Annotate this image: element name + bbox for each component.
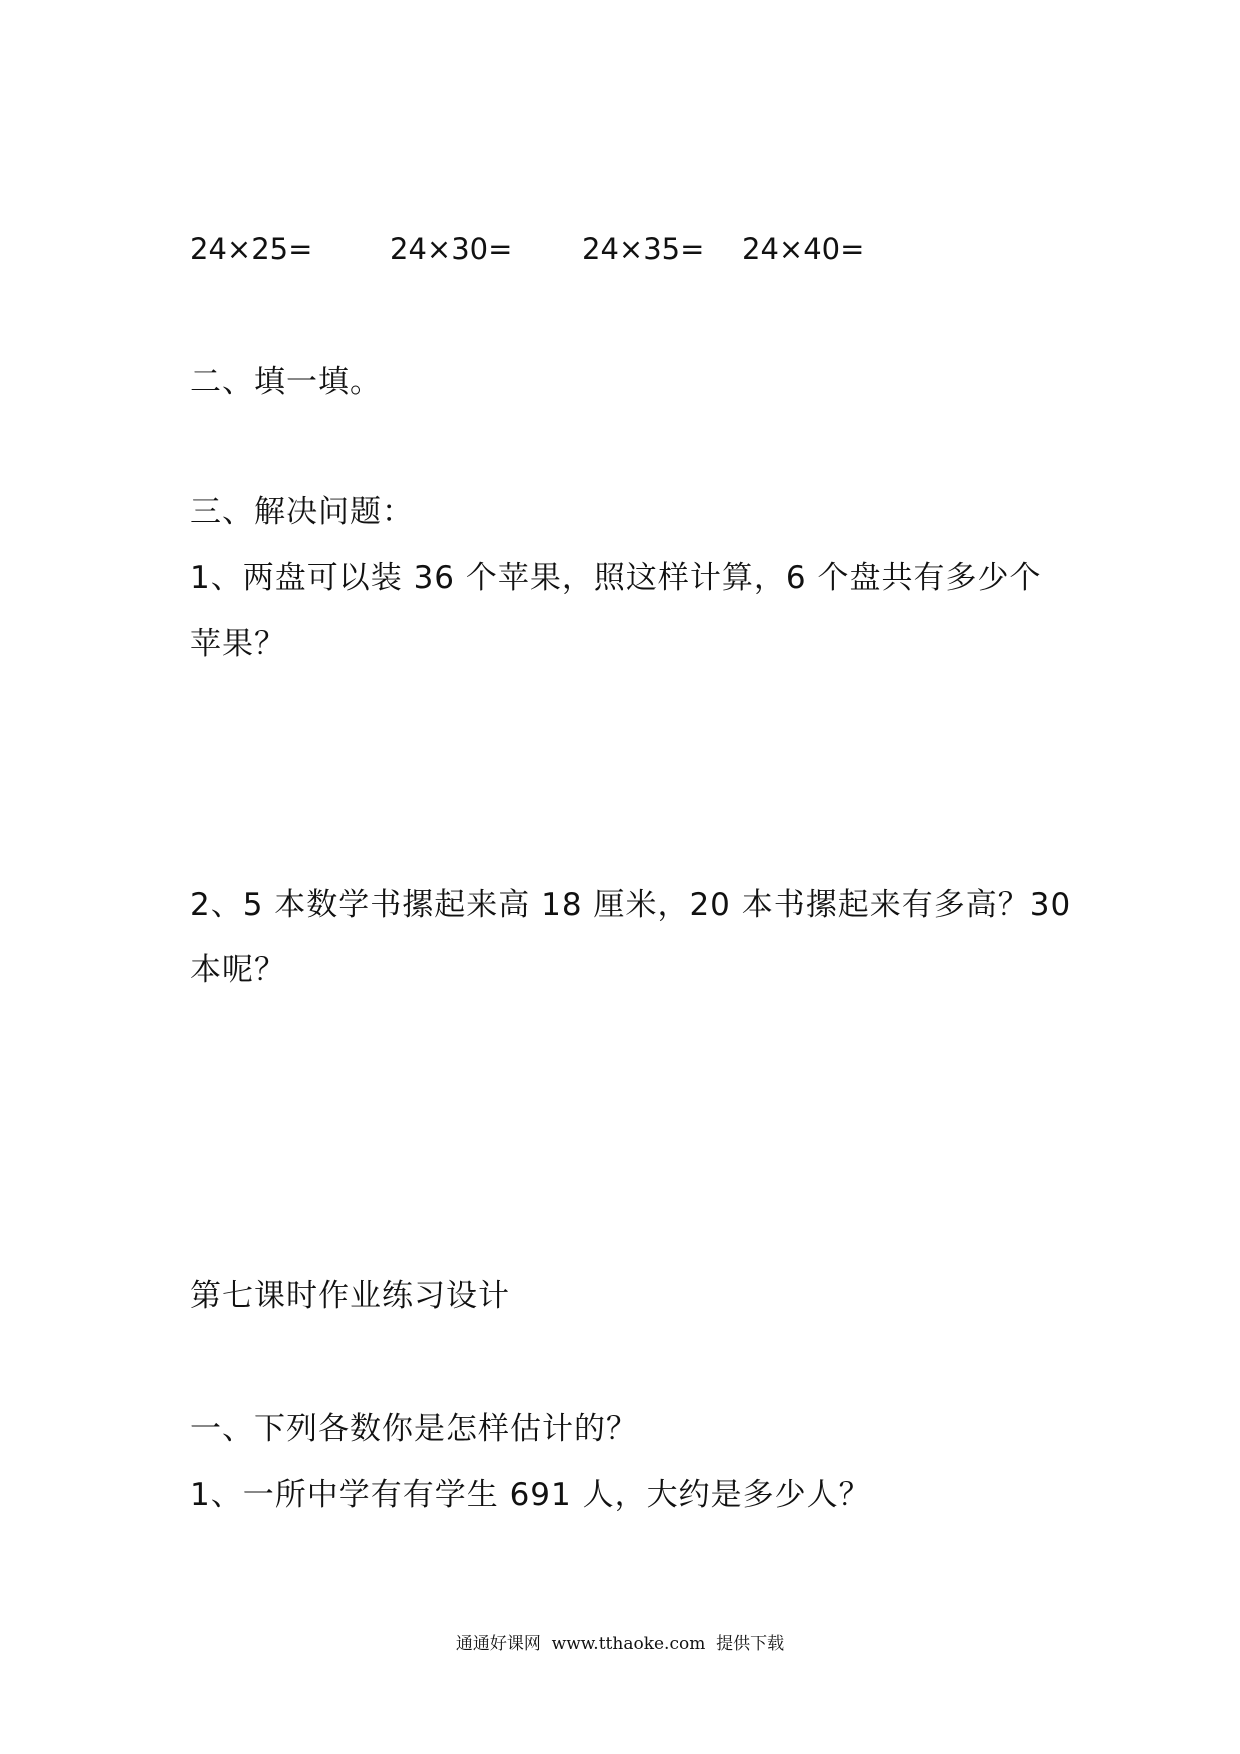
lesson-title: 第七课时作业练习设计 xyxy=(190,1278,510,1314)
section-two-heading: 二、填一填。 xyxy=(190,364,382,400)
section-three-heading: 三、解决问题： xyxy=(190,494,414,530)
equation-1: 24×25= xyxy=(190,232,313,266)
problem-1-line-2: 苹果？ xyxy=(190,626,286,662)
lesson-problem-1: 1、一所中学有有学生 691 人，大约是多少人？ xyxy=(190,1477,871,1513)
lesson-section-one-heading: 一、下列各数你是怎样估计的？ xyxy=(190,1411,638,1447)
problem-1-line-1: 1、两盘可以装 36 个苹果，照这样计算，6 个盘共有多少个 xyxy=(190,560,1042,596)
page-footer: 通通好课网 www.tthaoke.com 提供下载 xyxy=(455,1634,785,1654)
equation-4: 24×40= xyxy=(742,232,865,266)
equation-2: 24×30= xyxy=(390,232,513,266)
equation-3: 24×35= xyxy=(582,232,705,266)
problem-2-line-2: 本呢？ xyxy=(190,952,286,988)
problem-2-line-1: 2、5 本数学书摞起来高 18 厘米，20 本书摞起来有多高？30 xyxy=(190,887,1072,923)
